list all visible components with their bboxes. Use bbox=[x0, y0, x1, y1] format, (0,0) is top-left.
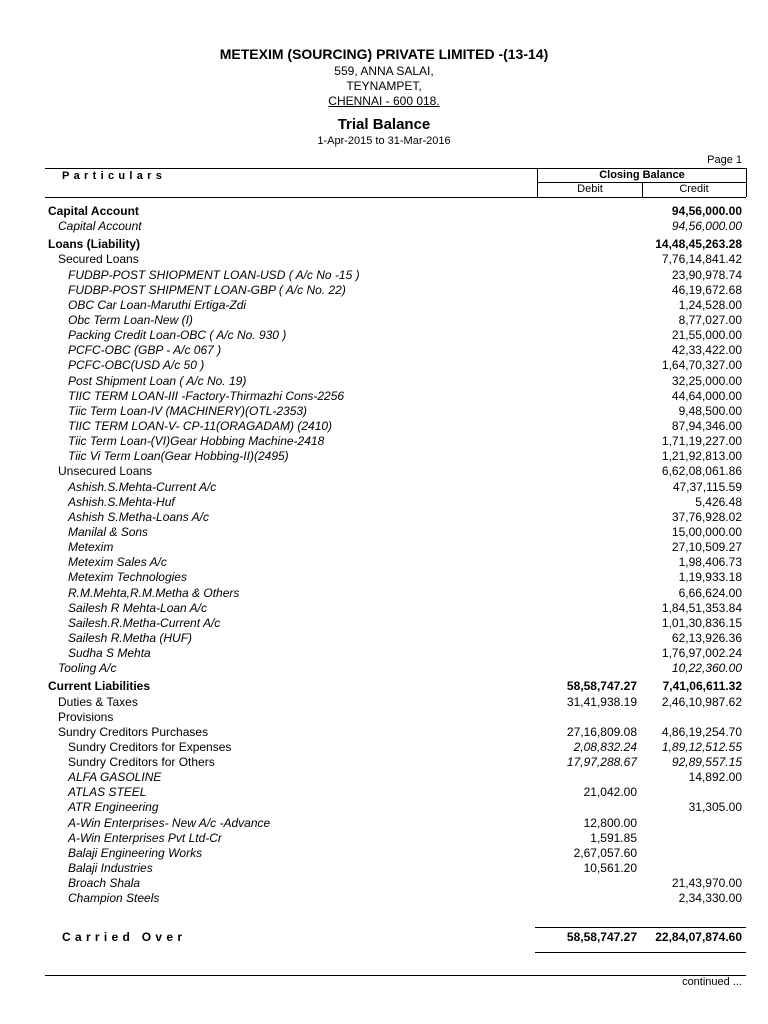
ledger-row bbox=[0, 404, 768, 419]
debit-amount: 31,41,938.19 bbox=[566, 694, 637, 709]
account-name: Provisions bbox=[58, 709, 114, 724]
account-name: Ashish.S.Mehta-Huf bbox=[68, 494, 175, 509]
credit-amount: 42,33,422.00 bbox=[671, 343, 742, 358]
account-name: Balaji Engineering Works bbox=[68, 845, 203, 860]
credit-amount: 62,13,926.36 bbox=[671, 630, 742, 645]
address-line-2: TEYNAMPET, bbox=[346, 79, 422, 93]
ledger-row bbox=[0, 861, 768, 876]
particulars-header: Particulars bbox=[62, 170, 167, 182]
header-bottom-rule bbox=[45, 197, 746, 198]
credit-amount: 1,01,30,836.15 bbox=[661, 615, 742, 630]
debit-amount: 2,67,057.60 bbox=[573, 845, 637, 860]
account-name: ATR Engineering bbox=[68, 800, 159, 815]
ledger-row bbox=[0, 480, 768, 495]
credit-amount: 14,48,45,263.28 bbox=[655, 237, 742, 252]
account-name: Obc Term Loan-New (I) bbox=[68, 312, 193, 327]
carried-over-label: Carried Over bbox=[62, 930, 187, 944]
ledger-rows bbox=[0, 204, 768, 906]
ledger-row bbox=[0, 374, 768, 389]
address-line-1: 559, ANNA SALAI, bbox=[334, 64, 434, 78]
credit-amount: 15,00,000.00 bbox=[671, 524, 742, 539]
debit-amount: 10,561.20 bbox=[583, 861, 637, 876]
address-line-3 bbox=[0, 94, 768, 108]
ledger-row bbox=[0, 419, 768, 434]
ledger-row bbox=[0, 570, 768, 585]
account-name: PCFC-OBC (GBP - A/c 067 ) bbox=[68, 343, 222, 358]
credit-amount: 32,25,000.00 bbox=[671, 373, 742, 388]
header-divider-right bbox=[746, 168, 747, 197]
account-name: Sundry Creditors for Expenses bbox=[68, 739, 232, 754]
ledger-row bbox=[0, 616, 768, 631]
debit-amount: 17,97,288.67 bbox=[566, 755, 637, 770]
account-name: Champion Steels bbox=[68, 891, 160, 906]
continued-note: continued ... bbox=[682, 976, 742, 988]
account-name: Tiic Term Loan-(VI)Gear Hobbing Machine-2418 bbox=[68, 434, 325, 449]
ledger-row bbox=[0, 846, 768, 861]
debit-amount: 58,58,747.27 bbox=[566, 679, 637, 694]
debit-amount: 12,800.00 bbox=[583, 815, 637, 830]
credit-amount: 46,19,672.68 bbox=[671, 282, 742, 297]
account-name: Sailesh R Mehta-Loan A/c bbox=[68, 600, 207, 615]
account-name: Metexim Technologies bbox=[68, 570, 187, 585]
account-name: TIIC TERM LOAN-V- CP-11(ORAGADAM) (2410) bbox=[68, 418, 333, 433]
credit-amount: 47,37,115.59 bbox=[672, 479, 742, 494]
carried-bottom-rule bbox=[535, 952, 746, 953]
group-row bbox=[0, 204, 768, 219]
ledger-row bbox=[0, 268, 768, 283]
credit-amount: 94,56,000.00 bbox=[671, 204, 742, 218]
account-name: OBC Car Loan-Maruthi Ertiga-Zdi bbox=[68, 297, 247, 312]
account-name: Packing Credit Loan-OBC ( A/c No. 930 ) bbox=[68, 328, 287, 343]
carried-over-credit: 22,84,07,874.60 bbox=[655, 930, 742, 944]
credit-amount: 9,48,500.00 bbox=[678, 403, 742, 418]
ledger-row bbox=[0, 434, 768, 449]
account-name: Capital Account bbox=[58, 219, 142, 234]
credit-amount: 1,21,92,813.00 bbox=[661, 449, 742, 464]
ledger-row bbox=[0, 661, 768, 676]
ledger-row bbox=[0, 525, 768, 540]
account-name: Unsecured Loans bbox=[58, 464, 153, 479]
group-row bbox=[0, 237, 768, 252]
account-name: A-Win Enterprises- New A/c -Advance bbox=[68, 815, 271, 830]
account-name: Sundry Creditors Purchases bbox=[58, 724, 209, 739]
debit-amount: 2,08,832.24 bbox=[573, 739, 637, 754]
credit-amount: 7,41,06,611.32 bbox=[662, 679, 742, 694]
company-name: METEXIM (SOURCING) PRIVATE LIMITED -(13-14) bbox=[219, 46, 549, 62]
ledger-row bbox=[0, 740, 768, 755]
credit-amount: 4,86,19,254.70 bbox=[661, 724, 742, 739]
account-name: R.M.Mehta,R.M.Metha & Others bbox=[68, 585, 240, 600]
credit-amount: 2,34,330.00 bbox=[678, 891, 742, 906]
credit-amount: 6,66,624.00 bbox=[678, 585, 742, 600]
ledger-row bbox=[0, 540, 768, 555]
address-city: CHENNAI - 600 018. bbox=[328, 94, 440, 108]
credit-amount: 5,426.48 bbox=[695, 494, 742, 509]
carried-top-rule bbox=[535, 927, 746, 928]
ledger-row bbox=[0, 449, 768, 464]
report-period: 1-Apr-2015 to 31-Mar-2016 bbox=[317, 135, 451, 147]
account-name: Secured Loans bbox=[58, 252, 139, 267]
credit-amount: 94,56,000.00 bbox=[671, 219, 742, 234]
account-name: Duties & Taxes bbox=[58, 694, 138, 709]
account-name: Post Shipment Loan ( A/c No. 19) bbox=[68, 373, 247, 388]
debit-amount: 1,591.85 bbox=[590, 830, 637, 845]
credit-amount: 7,76,14,841.42 bbox=[661, 252, 742, 267]
ledger-row bbox=[0, 876, 768, 891]
report-title: Trial Balance bbox=[337, 116, 431, 133]
credit-amount: 27,10,509.27 bbox=[671, 540, 742, 555]
credit-amount: 10,22,360.00 bbox=[671, 661, 742, 676]
ledger-row bbox=[0, 343, 768, 358]
credit-amount: 6,62,08,061.86 bbox=[661, 464, 742, 479]
account-name: Capital Account bbox=[48, 204, 139, 218]
credit-header: Credit bbox=[679, 183, 709, 195]
account-name: Ashish.S.Mehta-Current A/c bbox=[68, 479, 217, 494]
ledger-row bbox=[0, 464, 768, 479]
debit-amount: 21,042.00 bbox=[583, 785, 637, 800]
account-name: Tiic Vi Term Loan(Gear Hobbing-II)(2495) bbox=[68, 449, 289, 464]
credit-amount: 1,24,528.00 bbox=[678, 297, 742, 312]
account-name: ALFA GASOLINE bbox=[68, 770, 162, 785]
ledger-row bbox=[0, 831, 768, 846]
credit-amount: 1,98,406.73 bbox=[678, 555, 742, 570]
credit-amount: 1,84,51,353.84 bbox=[661, 600, 742, 615]
credit-amount: 8,77,027.00 bbox=[678, 312, 742, 327]
credit-amount: 44,64,000.00 bbox=[671, 388, 742, 403]
ledger-row bbox=[0, 510, 768, 525]
ledger-row bbox=[0, 785, 768, 800]
account-name: Tiic Term Loan-IV (MACHINERY)(OTL-2353) bbox=[68, 403, 308, 418]
debit-header: Debit bbox=[577, 183, 603, 195]
account-name: PCFC-OBC(USD A/c 50 ) bbox=[68, 358, 205, 373]
account-name: FUDBP-POST SHIOPMENT LOAN-USD ( A/c No -15 ) bbox=[68, 267, 360, 282]
ledger-row bbox=[0, 555, 768, 570]
account-name: Broach Shala bbox=[68, 876, 141, 891]
ledger-row bbox=[0, 800, 768, 815]
carried-over-debit: 58,58,747.27 bbox=[566, 930, 637, 944]
account-name: TIIC TERM LOAN-III -Factory-Thirmazhi Cons-2256 bbox=[68, 388, 345, 403]
account-name: Metexim Sales A/c bbox=[68, 555, 167, 570]
ledger-row bbox=[0, 219, 768, 234]
ledger-row bbox=[0, 755, 768, 770]
credit-amount: 87,94,346.00 bbox=[671, 418, 742, 433]
ledger-row bbox=[0, 389, 768, 404]
ledger-row bbox=[0, 283, 768, 298]
account-name: Current Liabilities bbox=[48, 679, 151, 694]
credit-amount: 21,55,000.00 bbox=[671, 328, 742, 343]
ledger-row bbox=[0, 298, 768, 313]
page-number: Page 1 bbox=[707, 154, 742, 166]
ledger-row bbox=[0, 816, 768, 831]
account-name: ATLAS STEEL bbox=[68, 785, 147, 800]
credit-amount: 2,46,10,987.62 bbox=[661, 694, 742, 709]
ledger-row bbox=[0, 646, 768, 661]
closing-balance-header: Closing Balance bbox=[599, 169, 685, 181]
ledger-row bbox=[0, 725, 768, 740]
ledger-row bbox=[0, 891, 768, 906]
credit-amount: 23,90,978.74 bbox=[671, 267, 742, 282]
footer-rule bbox=[45, 975, 746, 976]
account-name: Loans (Liability) bbox=[48, 237, 141, 252]
ledger-row bbox=[0, 328, 768, 343]
debit-amount: 27,16,809.08 bbox=[566, 724, 637, 739]
account-name: Tooling A/c bbox=[58, 661, 117, 676]
account-name: Sailesh R.Metha (HUF) bbox=[68, 630, 193, 645]
ledger-row bbox=[0, 252, 768, 267]
credit-amount: 1,89,12,512.55 bbox=[661, 739, 742, 754]
credit-amount: 92,89,557.15 bbox=[671, 755, 742, 770]
account-name: Sailesh.R.Metha-Current A/c bbox=[68, 615, 221, 630]
account-name: Manilal & Sons bbox=[68, 524, 149, 539]
account-name: Ashish S.Metha-Loans A/c bbox=[68, 509, 209, 524]
account-name: Balaji Industries bbox=[68, 861, 153, 876]
credit-amount: 37,76,928.02 bbox=[671, 509, 742, 524]
account-name: FUDBP-POST SHIPMENT LOAN-GBP ( A/c No. 22) bbox=[68, 282, 346, 297]
group-row bbox=[0, 679, 768, 694]
ledger-row bbox=[0, 313, 768, 328]
account-name: Sundry Creditors for Others bbox=[68, 755, 215, 770]
account-name: A-Win Enterprises Pvt Ltd-Cr bbox=[68, 830, 222, 845]
credit-amount: 1,64,70,327.00 bbox=[661, 358, 742, 373]
ledger-row bbox=[0, 695, 768, 710]
ledger-row bbox=[0, 586, 768, 601]
ledger-row bbox=[0, 770, 768, 785]
ledger-row bbox=[0, 358, 768, 373]
ledger-row bbox=[0, 601, 768, 616]
ledger-row bbox=[0, 631, 768, 646]
account-name: Sudha S Mehta bbox=[68, 646, 151, 661]
credit-amount: 21,43,970.00 bbox=[671, 876, 742, 891]
credit-amount: 1,19,933.18 bbox=[678, 570, 742, 585]
account-name: Metexim bbox=[68, 540, 114, 555]
credit-amount: 1,71,19,227.00 bbox=[661, 434, 742, 449]
credit-amount: 14,892.00 bbox=[688, 770, 742, 785]
ledger-row bbox=[0, 495, 768, 510]
credit-amount: 31,305.00 bbox=[688, 800, 742, 815]
credit-amount: 1,76,97,002.24 bbox=[661, 646, 742, 661]
ledger-row bbox=[0, 710, 768, 725]
